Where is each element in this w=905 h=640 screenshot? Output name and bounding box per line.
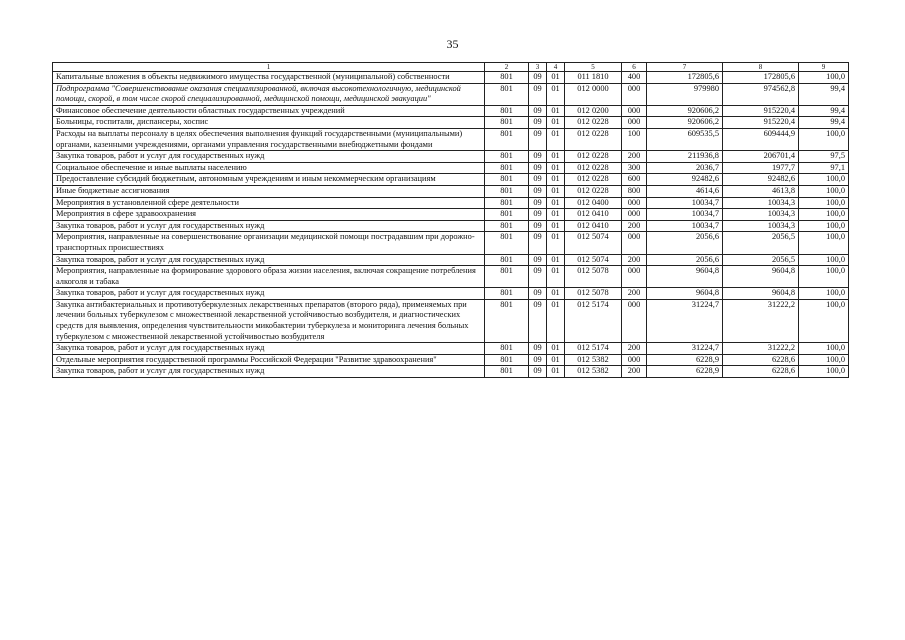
table-row: [53, 185, 849, 197]
target-item-code-cell: 012 5074: [565, 254, 622, 266]
expense-type-code-cell: 200: [622, 254, 647, 266]
expense-type-code-cell: 300: [622, 162, 647, 174]
target-item-code-cell: 012 5174: [565, 299, 622, 342]
item-name-cell: Расходы на выплаты персоналу в целях обеспечения выполнения функций государственными (муниципальными) органами, казенными учреждениями, органами управления государственными внебюджетными фондами: [53, 128, 485, 150]
subsection-code-cell: 01: [547, 185, 565, 197]
section-code-cell: 09: [529, 209, 547, 221]
execution-percent-cell: 100,0: [799, 299, 849, 342]
section-code-cell: 09: [529, 343, 547, 355]
planned-amount-cell: 920606,2: [647, 105, 723, 117]
actual-amount-cell: 10034,3: [723, 209, 799, 221]
expense-type-code-cell: 000: [622, 232, 647, 254]
subsection-code-cell: 01: [547, 162, 565, 174]
table-row: [53, 83, 849, 105]
execution-percent-cell: 100,0: [799, 185, 849, 197]
subsection-code-cell: 01: [547, 266, 565, 288]
actual-amount-cell: 915220,4: [723, 117, 799, 129]
table-row: [53, 105, 849, 117]
item-name-cell: Закупка товаров, работ и услуг для государственных нужд: [53, 366, 485, 378]
planned-amount-cell: 172805,6: [647, 72, 723, 84]
subsection-code-cell: 01: [547, 299, 565, 342]
subsection-code-cell: 01: [547, 151, 565, 163]
item-name-cell: Закупка товаров, работ и услуг для государственных нужд: [53, 288, 485, 300]
section-code-cell: 09: [529, 254, 547, 266]
ministry-code-cell: 801: [485, 128, 529, 150]
col-header: 2: [485, 63, 529, 72]
actual-amount-cell: 2056,5: [723, 232, 799, 254]
expense-type-code-cell: 800: [622, 185, 647, 197]
expense-type-code-cell: 100: [622, 128, 647, 150]
actual-amount-cell: 4613,8: [723, 185, 799, 197]
expense-type-code-cell: 200: [622, 288, 647, 300]
planned-amount-cell: 9604,8: [647, 266, 723, 288]
section-code-cell: 09: [529, 162, 547, 174]
item-name-cell: Больницы, госпитали, диспансеры, хоспис: [53, 117, 485, 129]
actual-amount-cell: 10034,3: [723, 197, 799, 209]
target-item-code-cell: 011 1810: [565, 72, 622, 84]
expense-type-code-cell: 000: [622, 266, 647, 288]
subsection-code-cell: 01: [547, 354, 565, 366]
actual-amount-cell: 6228,6: [723, 366, 799, 378]
actual-amount-cell: 1977,7: [723, 162, 799, 174]
execution-percent-cell: 100,0: [799, 232, 849, 254]
header-row: [53, 63, 849, 72]
target-item-code-cell: 012 5382: [565, 366, 622, 378]
ministry-code-cell: 801: [485, 174, 529, 186]
target-item-code-cell: 012 0410: [565, 220, 622, 232]
target-item-code-cell: 012 0228: [565, 162, 622, 174]
section-code-cell: 09: [529, 72, 547, 84]
execution-percent-cell: 97,5: [799, 151, 849, 163]
actual-amount-cell: 31222,2: [723, 343, 799, 355]
target-item-code-cell: 012 0228: [565, 128, 622, 150]
col-header: 5: [565, 63, 622, 72]
table-row: [53, 299, 849, 342]
execution-percent-cell: 100,0: [799, 197, 849, 209]
target-item-code-cell: 012 5074: [565, 232, 622, 254]
table-row: [53, 232, 849, 254]
actual-amount-cell: 974562,8: [723, 83, 799, 105]
subsection-code-cell: 01: [547, 117, 565, 129]
execution-percent-cell: 100,0: [799, 254, 849, 266]
item-name-cell: Закупка товаров, работ и услуг для государственных нужд: [53, 343, 485, 355]
planned-amount-cell: 2056,6: [647, 232, 723, 254]
ministry-code-cell: 801: [485, 288, 529, 300]
target-item-code-cell: 012 0228: [565, 174, 622, 186]
execution-percent-cell: 100,0: [799, 220, 849, 232]
table-row: [53, 220, 849, 232]
target-item-code-cell: 012 0228: [565, 151, 622, 163]
actual-amount-cell: 9604,8: [723, 266, 799, 288]
target-item-code-cell: 012 5078: [565, 288, 622, 300]
ministry-code-cell: 801: [485, 254, 529, 266]
planned-amount-cell: 609535,5: [647, 128, 723, 150]
subsection-code-cell: 01: [547, 343, 565, 355]
ministry-code-cell: 801: [485, 220, 529, 232]
execution-percent-cell: 100,0: [799, 343, 849, 355]
item-name-cell: Подпрограмма "Совершенствование оказания специализированной, включая высокотехнологичную, медицинской помощи, скорой, в том числе скорой специализированной, медицинской помощи, медицинской эвакуации": [53, 83, 485, 105]
actual-amount-cell: 2056,5: [723, 254, 799, 266]
section-code-cell: 09: [529, 128, 547, 150]
ministry-code-cell: 801: [485, 197, 529, 209]
table-row: [53, 197, 849, 209]
planned-amount-cell: 31224,7: [647, 343, 723, 355]
section-code-cell: 09: [529, 299, 547, 342]
table-row: [53, 266, 849, 288]
table-row: [53, 72, 849, 84]
expense-type-code-cell: 000: [622, 197, 647, 209]
expense-type-code-cell: 000: [622, 209, 647, 221]
section-code-cell: 09: [529, 354, 547, 366]
expense-type-code-cell: 200: [622, 366, 647, 378]
subsection-code-cell: 01: [547, 209, 565, 221]
target-item-code-cell: 012 5382: [565, 354, 622, 366]
planned-amount-cell: 10034,7: [647, 220, 723, 232]
table-row: [53, 354, 849, 366]
execution-percent-cell: 100,0: [799, 128, 849, 150]
section-code-cell: 09: [529, 232, 547, 254]
col-header: 6: [622, 63, 647, 72]
execution-percent-cell: 100,0: [799, 366, 849, 378]
subsection-code-cell: 01: [547, 197, 565, 209]
table-row: [53, 209, 849, 221]
item-name-cell: Мероприятия в установленной сфере деятельности: [53, 197, 485, 209]
ministry-code-cell: 801: [485, 366, 529, 378]
section-code-cell: 09: [529, 220, 547, 232]
actual-amount-cell: 609444,9: [723, 128, 799, 150]
section-code-cell: 09: [529, 83, 547, 105]
planned-amount-cell: 6228,9: [647, 354, 723, 366]
table-row: [53, 288, 849, 300]
item-name-cell: Закупка товаров, работ и услуг для государственных нужд: [53, 151, 485, 163]
execution-percent-cell: 100,0: [799, 209, 849, 221]
budget-table: [52, 62, 849, 378]
item-name-cell: Закупка товаров, работ и услуг для государственных нужд: [53, 254, 485, 266]
expense-type-code-cell: 200: [622, 151, 647, 163]
table-row: [53, 162, 849, 174]
target-item-code-cell: 012 0400: [565, 197, 622, 209]
expense-type-code-cell: 000: [622, 299, 647, 342]
target-item-code-cell: 012 0200: [565, 105, 622, 117]
item-name-cell: Отдельные мероприятия государственной программы Российской Федерации "Развитие здравоохранения": [53, 354, 485, 366]
item-name-cell: Социальное обеспечение и иные выплаты населению: [53, 162, 485, 174]
col-header: 4: [547, 63, 565, 72]
page-number: 35: [446, 37, 459, 51]
item-name-cell: Финансовое обеспечение деятельности областных государственных учреждений: [53, 105, 485, 117]
execution-percent-cell: 100,0: [799, 354, 849, 366]
target-item-code-cell: 012 0000: [565, 83, 622, 105]
actual-amount-cell: 172805,6: [723, 72, 799, 84]
section-code-cell: 09: [529, 105, 547, 117]
ministry-code-cell: 801: [485, 299, 529, 342]
planned-amount-cell: 9604,8: [647, 288, 723, 300]
table-row: [53, 366, 849, 378]
ministry-code-cell: 801: [485, 105, 529, 117]
planned-amount-cell: 92482,6: [647, 174, 723, 186]
ministry-code-cell: 801: [485, 117, 529, 129]
section-code-cell: 09: [529, 185, 547, 197]
actual-amount-cell: 9604,8: [723, 288, 799, 300]
table-row: [53, 174, 849, 186]
execution-percent-cell: 99,4: [799, 83, 849, 105]
item-name-cell: Предоставление субсидий бюджетным, автономным учреждениям и иным некоммерческим организациям: [53, 174, 485, 186]
table-row: [53, 254, 849, 266]
section-code-cell: 09: [529, 151, 547, 163]
subsection-code-cell: 01: [547, 174, 565, 186]
planned-amount-cell: 31224,7: [647, 299, 723, 342]
expense-type-code-cell: 000: [622, 117, 647, 129]
planned-amount-cell: 920606,2: [647, 117, 723, 129]
col-header: 3: [529, 63, 547, 72]
section-code-cell: 09: [529, 117, 547, 129]
actual-amount-cell: 6228,6: [723, 354, 799, 366]
ministry-code-cell: 801: [485, 209, 529, 221]
table-row: [53, 128, 849, 150]
actual-amount-cell: 31222,2: [723, 299, 799, 342]
ministry-code-cell: 801: [485, 266, 529, 288]
col-header: 9: [799, 63, 849, 72]
ministry-code-cell: 801: [485, 72, 529, 84]
planned-amount-cell: 4614,6: [647, 185, 723, 197]
item-name-cell: Закупка товаров, работ и услуг для государственных нужд: [53, 220, 485, 232]
planned-amount-cell: 2036,7: [647, 162, 723, 174]
actual-amount-cell: 92482,6: [723, 174, 799, 186]
item-name-cell: Мероприятия, направленные на формирование здорового образа жизни населения, включая сокращение потребления алкоголя и табака: [53, 266, 485, 288]
execution-percent-cell: 100,0: [799, 174, 849, 186]
target-item-code-cell: 012 0410: [565, 209, 622, 221]
ministry-code-cell: 801: [485, 151, 529, 163]
subsection-code-cell: 01: [547, 72, 565, 84]
execution-percent-cell: 99,4: [799, 105, 849, 117]
col-header: 1: [53, 63, 485, 72]
section-code-cell: 09: [529, 288, 547, 300]
subsection-code-cell: 01: [547, 128, 565, 150]
item-name-cell: Капитальные вложения в объекты недвижимого имущества государственной (муниципальной) собственности: [53, 72, 485, 84]
execution-percent-cell: 100,0: [799, 72, 849, 84]
planned-amount-cell: 211936,8: [647, 151, 723, 163]
target-item-code-cell: 012 5174: [565, 343, 622, 355]
ministry-code-cell: 801: [485, 83, 529, 105]
execution-percent-cell: 97,1: [799, 162, 849, 174]
actual-amount-cell: 10034,3: [723, 220, 799, 232]
target-item-code-cell: 012 5078: [565, 266, 622, 288]
subsection-code-cell: 01: [547, 232, 565, 254]
actual-amount-cell: 915220,4: [723, 105, 799, 117]
expense-type-code-cell: 000: [622, 105, 647, 117]
ministry-code-cell: 801: [485, 185, 529, 197]
item-name-cell: Мероприятия, направленные на совершенствование организации медицинской помощи пострадавшим при дорожно-транспортных происшествиях: [53, 232, 485, 254]
target-item-code-cell: 012 0228: [565, 185, 622, 197]
subsection-code-cell: 01: [547, 288, 565, 300]
target-item-code-cell: 012 0228: [565, 117, 622, 129]
actual-amount-cell: 206701,4: [723, 151, 799, 163]
subsection-code-cell: 01: [547, 105, 565, 117]
table-row: [53, 151, 849, 163]
expense-type-code-cell: 200: [622, 343, 647, 355]
col-header: 8: [723, 63, 799, 72]
execution-percent-cell: 100,0: [799, 288, 849, 300]
item-name-cell: Закупка антибактериальных и противотуберкулезных лекарственных препаратов (второго ряда), применяемых при лечении больных туберкулезом с множественной лекарственной устойчивостью возбудителя, и диагностических средств для выявления, определения чувствительности микобактерии туберкулеза и мониторинга лечения больных туберкулезом с множественной лекарственной устойчивостью возбудителя: [53, 299, 485, 342]
item-name-cell: Иные бюджетные ассигнования: [53, 185, 485, 197]
expense-type-code-cell: 000: [622, 354, 647, 366]
expense-type-code-cell: 600: [622, 174, 647, 186]
expense-type-code-cell: 400: [622, 72, 647, 84]
ministry-code-cell: 801: [485, 162, 529, 174]
execution-percent-cell: 100,0: [799, 266, 849, 288]
table-row: [53, 117, 849, 129]
planned-amount-cell: 10034,7: [647, 209, 723, 221]
item-name-cell: Мероприятия в сфере здравоохранения: [53, 209, 485, 221]
col-header: 7: [647, 63, 723, 72]
subsection-code-cell: 01: [547, 366, 565, 378]
planned-amount-cell: 979980: [647, 83, 723, 105]
ministry-code-cell: 801: [485, 343, 529, 355]
expense-type-code-cell: 000: [622, 83, 647, 105]
planned-amount-cell: 6228,9: [647, 366, 723, 378]
subsection-code-cell: 01: [547, 83, 565, 105]
planned-amount-cell: 10034,7: [647, 197, 723, 209]
table-row: [53, 343, 849, 355]
planned-amount-cell: 2056,6: [647, 254, 723, 266]
subsection-code-cell: 01: [547, 254, 565, 266]
expense-type-code-cell: 200: [622, 220, 647, 232]
section-code-cell: 09: [529, 174, 547, 186]
execution-percent-cell: 99,4: [799, 117, 849, 129]
section-code-cell: 09: [529, 366, 547, 378]
section-code-cell: 09: [529, 266, 547, 288]
ministry-code-cell: 801: [485, 232, 529, 254]
subsection-code-cell: 01: [547, 220, 565, 232]
ministry-code-cell: 801: [485, 354, 529, 366]
section-code-cell: 09: [529, 197, 547, 209]
